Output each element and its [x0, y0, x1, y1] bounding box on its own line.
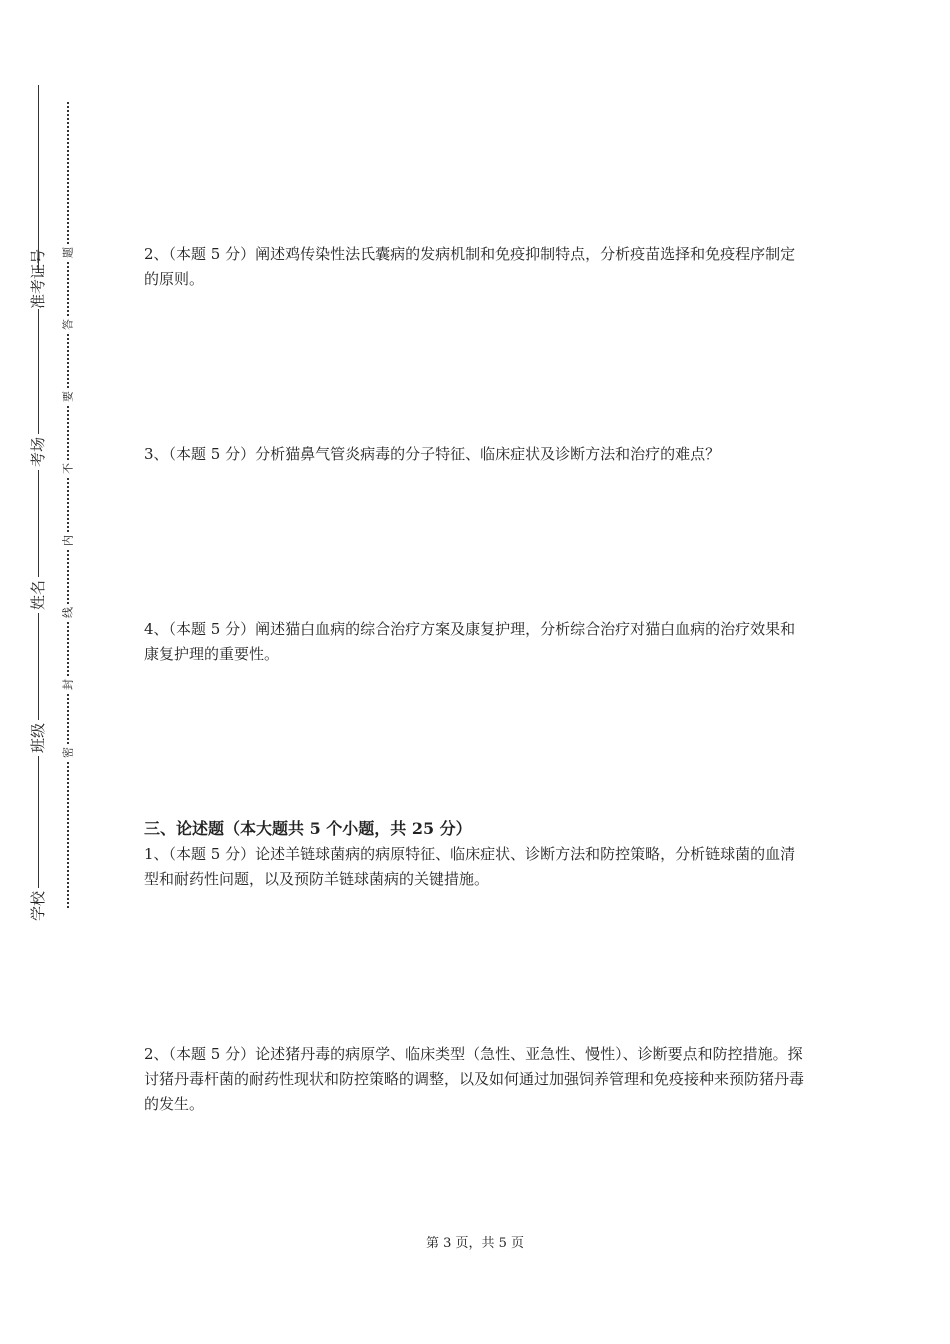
seal-char-6: 线	[62, 605, 75, 621]
seal-char-4: 不	[62, 461, 75, 477]
section-3-title: 三、论述题（本大题共 5 个小题，共 25 分）	[144, 819, 472, 838]
seal-dotted-line	[67, 102, 69, 908]
binding-line	[38, 85, 39, 923]
page-footer: 第 3 页，共 5 页	[425, 1236, 525, 1251]
seal-char-7: 封	[62, 677, 75, 693]
school-label: 学校	[29, 888, 47, 924]
seal-char-5: 内	[62, 533, 75, 549]
essay-question-1: 1、（本题 5 分）论述羊链球菌病的病原特征、临床症状、诊断方法和防控策略，分析链球菌的血清型和耐药性问题，以及预防羊链球菌病的关键措施。	[144, 845, 796, 888]
exam-number-label: 准考证号	[29, 248, 47, 309]
exam-room-label: 考场	[29, 434, 47, 470]
seal-char-2: 答	[62, 317, 75, 333]
essay-question-2: 2、（本题 5 分）论述猪丹毒的病原学、临床类型（急性、亚急性、慢性）、诊断要点和防控措施。探讨猪丹毒杆菌的耐药性现状和防控策略的调整，以及如何通过加强饲养管理和免疫接种来预防猪丹毒的发生。	[144, 1045, 805, 1113]
question-4: 4、（本题 5 分）阐述猫白血病的综合治疗方案及康复护理，分析综合治疗对猫白血病的治疗效果和康复护理的重要性。	[144, 620, 796, 663]
name-label: 姓名	[29, 577, 47, 613]
seal-char-1: 题	[62, 245, 75, 261]
question-3: 3、（本题 5 分）分析猫鼻气管炎病毒的分子特征、临床症状及诊断方法和治疗的难点？	[144, 445, 721, 463]
seal-char-3: 要	[62, 389, 75, 405]
class-label: 班级	[29, 720, 47, 756]
question-2: 2、（本题 5 分）阐述鸡传染性法氏囊病的发病机制和免疫抑制特点，分析疫苗选择和免疫程序制定的原则。	[144, 245, 796, 288]
seal-char-8: 密	[62, 745, 75, 761]
